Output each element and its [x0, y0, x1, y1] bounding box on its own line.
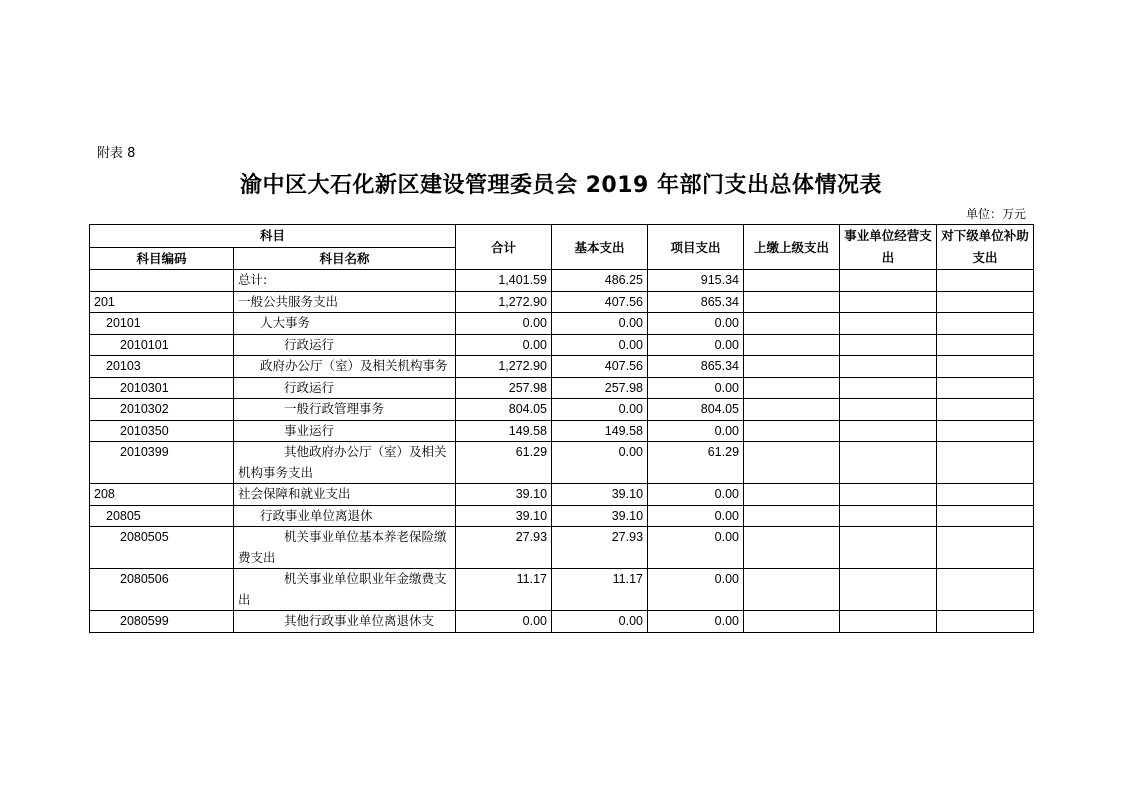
cell-code: 201 — [90, 291, 234, 313]
cell-name: 事业运行 — [234, 420, 456, 442]
header-total: 合计 — [456, 225, 552, 270]
table-row — [90, 505, 1034, 527]
table-row — [90, 442, 1034, 484]
cell-project: 0.00 — [648, 377, 744, 399]
cell-total: 804.05 — [456, 399, 552, 421]
cell-code: 208 — [90, 484, 234, 506]
cell-project: 865.34 — [648, 356, 744, 378]
cell-upper — [744, 399, 840, 421]
cell-basic: 0.00 — [552, 399, 648, 421]
cell-upper — [744, 270, 840, 292]
table-row — [90, 334, 1034, 356]
cell-basic: 149.58 — [552, 420, 648, 442]
cell-enterprise — [840, 611, 937, 633]
cell-basic: 0.00 — [552, 313, 648, 335]
cell-total: 0.00 — [456, 313, 552, 335]
cell-upper — [744, 313, 840, 335]
cell-project: 865.34 — [648, 291, 744, 313]
cell-upper — [744, 334, 840, 356]
cell-upper — [744, 442, 840, 484]
cell-total: 11.17 — [456, 569, 552, 611]
cell-name: 其他行政事业单位离退休支 — [234, 611, 456, 633]
cell-name: 总计: — [234, 270, 456, 292]
cell-enterprise — [840, 442, 937, 484]
cell-code: 2080506 — [90, 569, 234, 611]
cell-code: 20103 — [90, 356, 234, 378]
cell-code: 2080505 — [90, 527, 234, 569]
cell-code: 20101 — [90, 313, 234, 335]
cell-name: 政府办公厅（室）及相关机构事务 — [234, 356, 456, 378]
header-upper: 上缴上级支出 — [744, 225, 840, 270]
cell-total: 61.29 — [456, 442, 552, 484]
cell-lower — [937, 505, 1034, 527]
cell-project: 0.00 — [648, 569, 744, 611]
cell-basic: 0.00 — [552, 334, 648, 356]
cell-project: 0.00 — [648, 334, 744, 356]
cell-project: 0.00 — [648, 505, 744, 527]
cell-code — [90, 270, 234, 292]
cell-upper — [744, 569, 840, 611]
cell-name: 行政运行 — [234, 334, 456, 356]
cell-upper — [744, 291, 840, 313]
cell-enterprise — [840, 420, 937, 442]
header-name: 科目名称 — [234, 247, 456, 270]
cell-upper — [744, 420, 840, 442]
cell-enterprise — [840, 484, 937, 506]
cell-enterprise — [840, 527, 937, 569]
cell-basic: 257.98 — [552, 377, 648, 399]
cell-total: 39.10 — [456, 505, 552, 527]
cell-basic: 0.00 — [552, 611, 648, 633]
cell-upper — [744, 505, 840, 527]
cell-enterprise — [840, 291, 937, 313]
cell-project: 0.00 — [648, 611, 744, 633]
cell-name: 人大事务 — [234, 313, 456, 335]
cell-lower — [937, 527, 1034, 569]
cell-code: 2010302 — [90, 399, 234, 421]
cell-lower — [937, 484, 1034, 506]
cell-enterprise — [840, 356, 937, 378]
table-row — [90, 399, 1034, 421]
table-row — [90, 356, 1034, 378]
cell-enterprise — [840, 334, 937, 356]
cell-total: 39.10 — [456, 484, 552, 506]
header-lower: 对下级单位补助支出 — [937, 225, 1034, 270]
cell-upper — [744, 611, 840, 633]
cell-lower — [937, 399, 1034, 421]
cell-name: 机关事业单位职业年金缴费支出 — [234, 569, 456, 611]
cell-lower — [937, 270, 1034, 292]
cell-lower — [937, 611, 1034, 633]
header-basic: 基本支出 — [552, 225, 648, 270]
cell-basic: 39.10 — [552, 505, 648, 527]
cell-basic: 11.17 — [552, 569, 648, 611]
cell-upper — [744, 377, 840, 399]
cell-code: 2010350 — [90, 420, 234, 442]
cell-enterprise — [840, 399, 937, 421]
table-row — [90, 527, 1034, 569]
cell-total: 0.00 — [456, 611, 552, 633]
cell-name: 一般行政管理事务 — [234, 399, 456, 421]
cell-project: 915.34 — [648, 270, 744, 292]
cell-project: 0.00 — [648, 313, 744, 335]
cell-code: 20805 — [90, 505, 234, 527]
cell-total: 257.98 — [456, 377, 552, 399]
cell-total: 1,401.59 — [456, 270, 552, 292]
cell-total: 1,272.90 — [456, 291, 552, 313]
cell-upper — [744, 484, 840, 506]
cell-project: 0.00 — [648, 484, 744, 506]
cell-upper — [744, 527, 840, 569]
cell-name: 行政事业单位离退休 — [234, 505, 456, 527]
header-subject: 科目 — [90, 225, 456, 248]
cell-basic: 0.00 — [552, 442, 648, 484]
cell-project: 0.00 — [648, 527, 744, 569]
cell-project: 0.00 — [648, 420, 744, 442]
cell-basic: 486.25 — [552, 270, 648, 292]
cell-basic: 27.93 — [552, 527, 648, 569]
cell-total: 149.58 — [456, 420, 552, 442]
cell-enterprise — [840, 377, 937, 399]
header-enterprise: 事业单位经营支出 — [840, 225, 937, 270]
cell-name: 其他政府办公厅（室）及相关机构事务支出 — [234, 442, 456, 484]
page-title: 渝中区大石化新区建设管理委员会 2019 年部门支出总体情况表 — [239, 173, 883, 198]
table-row — [90, 611, 1034, 633]
unit-label: 单位：万元 — [965, 207, 1026, 221]
cell-lower — [937, 334, 1034, 356]
cell-code: 2010399 — [90, 442, 234, 484]
cell-total: 1,272.90 — [456, 356, 552, 378]
cell-enterprise — [840, 270, 937, 292]
cell-code: 2010101 — [90, 334, 234, 356]
cell-enterprise — [840, 313, 937, 335]
cell-basic: 407.56 — [552, 291, 648, 313]
table-row — [90, 420, 1034, 442]
cell-enterprise — [840, 569, 937, 611]
table-row — [90, 377, 1034, 399]
appendix-label: 附表 8 — [97, 146, 136, 161]
header-code: 科目编码 — [90, 247, 234, 270]
cell-lower — [937, 569, 1034, 611]
cell-basic: 39.10 — [552, 484, 648, 506]
table-row — [90, 313, 1034, 335]
cell-upper — [744, 356, 840, 378]
cell-code: 2080599 — [90, 611, 234, 633]
cell-lower — [937, 420, 1034, 442]
cell-total: 27.93 — [456, 527, 552, 569]
cell-lower — [937, 313, 1034, 335]
cell-total: 0.00 — [456, 334, 552, 356]
header-project: 项目支出 — [648, 225, 744, 270]
cell-code: 2010301 — [90, 377, 234, 399]
cell-lower — [937, 356, 1034, 378]
cell-lower — [937, 377, 1034, 399]
expenditure-table — [89, 224, 1034, 633]
cell-project: 804.05 — [648, 399, 744, 421]
cell-name: 机关事业单位基本养老保险缴费支出 — [234, 527, 456, 569]
cell-lower — [937, 291, 1034, 313]
cell-name: 行政运行 — [234, 377, 456, 399]
table-row — [90, 270, 1034, 292]
table-row — [90, 484, 1034, 506]
cell-basic: 407.56 — [552, 356, 648, 378]
table-row — [90, 291, 1034, 313]
cell-enterprise — [840, 505, 937, 527]
cell-lower — [937, 442, 1034, 484]
cell-project: 61.29 — [648, 442, 744, 484]
table-row — [90, 569, 1034, 611]
cell-name: 一般公共服务支出 — [234, 291, 456, 313]
cell-name: 社会保障和就业支出 — [234, 484, 456, 506]
